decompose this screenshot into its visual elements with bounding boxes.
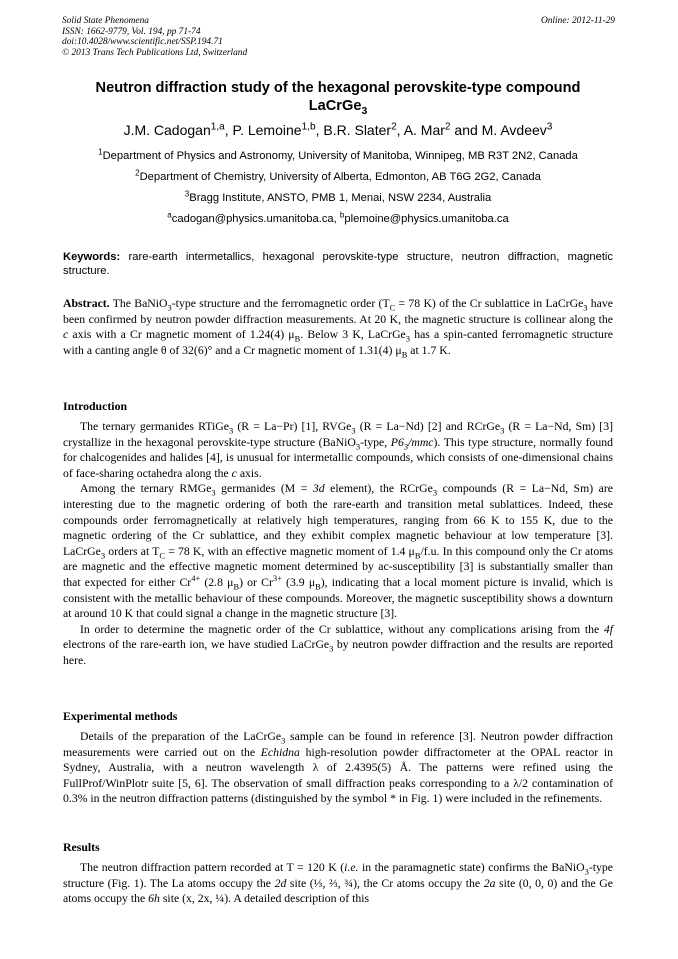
affiliation-2: $^2$Department of Chemistry, University of Alberta, Edmonton, AB T6G 2G2, Canada [135,168,541,183]
experimental-paragraph: Details of the preparation of the LaCrGe$_3$ sample can be found in reference [3]. Neutron powder diffraction measurements were carried out on the Echidna high-resolution powder diffractometer at the OPAL reactor in Sydney, Australia, with a neutron wavelength λ of 2.4395(5) Å. The patterns were refined using the FullProf/WinPlotr suite [5, 6]. The observation of small diffraction peaks corresponding to a λ/2 contamination of 0.3% in the neutron diffraction patterns (distinguished by the symbol * in Fig. 1) were included in the refinements. [63,730,613,806]
affiliation-1: $^1$Department of Physics and Astronomy, University of Manitoba, Winnipeg, MB R3T 2N2, Canada [98,147,578,162]
doi-line: doi:10.4028/www.scientific.net/SSP.194.71 [62,37,223,48]
intro-paragraph-1: The ternary germanides RTiGe$_3$ (R = La−Pr) [1], RVGe$_3$ (R = La−Nd) [2] and RCrGe$_3$ (R = La−Nd, Sm) [3] crystallize in the hexagonal perovskite-type structure (BaNiO$_3$-type, $P6_3/mmc$). This type structure, normally found for chalcogenides and halides [4], is unusual for intermetallic compounds, which consists of one-dimensional chains of face-sharing octahedra along the c axis. [63,420,614,480]
keywords-text: rare-earth intermetallics, hexagonal perovskite-type structure, neutron diffraction, magnetic structure. [63,251,614,278]
results-heading: Results [63,840,100,854]
author: B.R. Slater$^2$ [323,121,397,138]
affiliation-3: $^3$Bragg Institute, ANSTO, PMB 1, Menai, NSW 2234, Australia [184,189,492,204]
title-line-2: LaCrGe$_3$ [308,97,368,117]
abstract-label: Abstract. [63,297,110,310]
experimental-heading: Experimental methods [63,709,178,723]
results-paragraph: The neutron diffraction pattern recorded at T = 120 K (i.e. in the paramagnetic state) confirms the BaNiO$_3$-type structure (Fig. 1). The La atoms occupy the 2d site (⅓, ⅔, ¾), the Cr atoms occupy the 2a site (0, 0, 0) and the Ge atoms occupy the 6h site (x, 2x, ¼). A detailed description of this [63,861,613,906]
author: M. Avdeev$^3$ [481,121,553,138]
intro-paragraph-2: Among the ternary RMGe$_3$ germanides (M = 3d element), the RCrGe$_3$ compounds (R = La−Nd, Sm) are interesting due to the magnetic ordering of both the rare-earth and transition metal sublattices. Indeed, these compounds order ferromagnetically at relatively high temperatures, ranging from 66 K to 155 K, due to the magnetic ordering of the Cr sublattice, and they exhibit complex magnetic behaviour at low temperature [3]. LaCrGe$_3$ orders at $T_C = 78$ K, with an effective magnetic moment of 1.4 $\mu_B/f.u$. In this compound only the Cr atoms are magnetic and the effective magnetic moment determined by ac-susceptibility [3] is substantially smaller than that expected for either $Cr^{4+}$ (2.8 $\mu_B$) or $Cr^{3+}$ (3.9 $\mu_B$), indicating that a local moment picture is invalid, which is consistent with the metallic behaviour of these compounds. Moreover, the magnetic susceptibility shows a downturn at around 10 K that could signal a change in the magnetic structure [3]. [63,482,614,621]
introduction-body [63,419,613,669]
copyright-line: © 2013 Trans Tech Publications Ltd, Switzerland [62,47,248,58]
title-line-1: Neutron diffraction study of the hexagonal perovskite-type compound [95,80,581,96]
journal-name: Solid State Phenomena [62,16,149,26]
author-list: J.M. Cadogan$^{1,a}$, P. Lemoine$^{1,b}$, B.R. Slater$^2$, A. Mar$^2$ and M. Avdeev$^3$ [123,121,553,138]
intro-paragraph-3: In order to determine the magnetic order of the Cr sublattice, without any complications arising from the 4f electrons of the rare-earth ion, we have studied LaCrGe$_3$ by neutron powder diffraction and the results are reported here. [63,622,613,667]
experimental-body [63,729,613,807]
author: J.M. Cadogan$^{1,a}$ [123,121,225,138]
journal-header [62,16,247,58]
keywords [63,250,613,278]
email-a[interactable]: cadogan@physics.umanitoba.ca [171,213,334,225]
author: A. Mar$^2$ [403,121,451,138]
author: P. Lemoine$^{1,b}$ [232,121,316,138]
email-b[interactable]: plemoine@physics.umanitoba.ca [344,213,509,225]
keywords-label: Keywords: [63,251,121,263]
paper-title [60,80,616,115]
online-date: Online: 2012-11-29 [540,16,615,26]
abstract: Abstract. The BaNiO$_3$-type structure and the ferromagnetic order ($T_C = 78$ K) of the Cr sublattice in LaCrGe$_3$ have been confirmed by neutron powder diffraction measurements. At 20 K, the magnetic structure is collinear along the c axis with a Cr magnetic moment of 1.24(4) $\mu_B$. Below 3 K, LaCrGe$_3$ has a spin-canted ferromagnetic structure with a canting angle θ of 32(6)° and a Cr magnetic moment of 1.31(4) $\mu_B$ at 1.7 K. [63,297,613,360]
email-line: $^a$cadogan@physics.umanitoba.ca, $^b$plemoine@physics.umanitoba.ca [167,210,509,225]
results-body [63,860,613,907]
introduction-heading: Introduction [63,399,128,413]
issn-line: ISSN: 1662-9779, Vol. 194, pp 71-74 [62,26,201,37]
